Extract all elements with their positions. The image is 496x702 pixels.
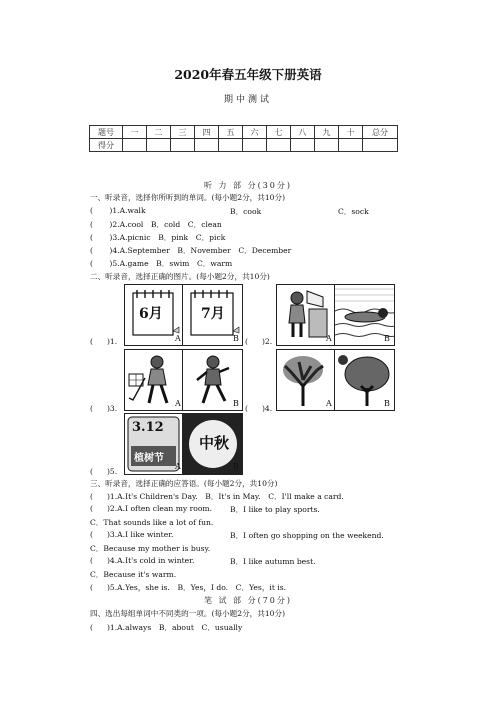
score-header-cell: 五 [219,126,243,139]
answer-paren: ( [90,246,93,255]
festival-name: 植树节 [134,453,164,464]
score-cell[interactable] [363,139,398,152]
question-num: )4. [261,404,273,413]
answer-paren: ( [90,623,93,632]
score-cell[interactable] [147,139,171,152]
question-number [90,404,117,413]
question-line [90,582,286,593]
option-c: C．sock [338,207,369,216]
label-a: A [175,462,181,471]
option-b: B．I often go shopping on the weekend. [230,531,384,540]
answer-paren: ( [90,337,93,346]
section-1-title: 一、听录音，选择你所听到的单词。(每小题2分，共10分) [90,193,286,202]
score-table-score-row [90,139,398,152]
answer-paren: ( [90,530,93,539]
question-text: )3.A.picnic B．pink C．pick [109,233,226,242]
option-b: B．I like autumn best. [230,557,316,566]
answer-paren: ( [245,337,248,346]
question-line [90,219,222,230]
score-cell[interactable] [315,139,339,152]
option-c: C．That sounds like a lot of fun. [90,518,214,527]
question-line [90,556,194,565]
answer-paren: ( [245,404,248,413]
label-a: A [326,399,332,408]
question-num: )3. [106,404,118,413]
question-number [90,467,117,476]
answer-paren: ( [90,233,93,242]
option-a: )2.A.I often clean my room. [106,504,213,513]
question-text: )1.A.It's Children's Day. B．It's in May. C．I'll make a card. [106,492,344,501]
score-cell[interactable] [267,139,291,152]
score-header-cell: 七 [267,126,291,139]
question-number [245,404,272,413]
score-cell[interactable] [291,139,315,152]
question-line [90,206,146,215]
score-cell[interactable] [123,139,147,152]
label-a: A [175,399,181,408]
score-header-cell: 一 [123,126,147,139]
label-b: B [384,334,390,343]
score-table-header-row [90,126,398,139]
writing-section-header: 笔 试 部 分(70分) [203,596,293,605]
question-line [90,258,232,269]
option-b: B．I like to play sports. [230,505,320,514]
score-header-cell: 二 [147,126,171,139]
label-b: B [233,399,239,408]
score-cell[interactable] [219,139,243,152]
label-b: B [233,334,239,343]
answer-paren: ( [90,583,93,592]
option-c: C．Because it's warm. [90,570,177,579]
festival-date: 3.12 [132,420,164,435]
question-line [90,504,212,513]
question-text: )2.A.cool B．cold C．clean [109,220,222,229]
score-header-cell: 十 [339,126,363,139]
score-cell[interactable] [171,139,195,152]
option-c: C．Because my mother is busy. [90,544,211,553]
answer-paren: ( [90,556,93,565]
question-number [90,337,117,346]
answer-paren: ( [90,467,93,476]
question-line [90,232,225,243]
calendar-text: 7月 [201,306,225,322]
question-num: )1. [106,337,118,346]
boy-sweeping-icon [125,350,182,410]
score-header-cell: 六 [243,126,267,139]
score-cell[interactable] [339,139,363,152]
answer-paren: ( [90,404,93,413]
question-num: )2. [261,337,273,346]
section-2-title: 二、听录音，选择正确的图片。(每小题2分，共10分) [90,272,270,281]
score-header-cell: 三 [171,126,195,139]
option-b: B．cook [230,207,262,216]
label-b: B [384,399,390,408]
answer-paren: ( [90,259,93,268]
question-text: )1.A.always B．about C．usually [106,623,243,632]
question-line [90,622,242,633]
label-b: B [233,462,239,471]
option-a: )1.A.walk [109,206,146,215]
question-line [90,245,291,256]
score-header-cell: 八 [291,126,315,139]
question-line [90,530,173,539]
answer-paren: ( [90,206,93,215]
option-a: )4.A.It's cold in winter. [106,556,195,565]
score-table [89,125,398,152]
section-4-title: 四、选出每组单词中不同类的一项。(每小题2分，共10分) [90,609,286,618]
listening-section-header: 听 力 部 分(30分) [203,181,293,190]
answer-paren: ( [90,492,93,501]
score-header-cell: 九 [315,126,339,139]
question-num: )5. [106,467,118,476]
page-title: 2020年春五年级下册英语 [174,67,322,82]
festival-name: 中秋 [199,434,230,452]
question-text: )5.A.game B．swim C．warm [109,259,233,268]
score-cell[interactable] [243,139,267,152]
score-cell[interactable] [195,139,219,152]
score-header-cell: 题号 [90,126,123,139]
label-a: A [326,334,332,343]
section-3-title: 三、听录音，选择正确的应答语。(每小题2分，共10分) [90,479,278,488]
score-header-cell: 总分 [363,126,398,139]
option-a: )3.A.I like winter. [106,530,174,539]
page-subtitle: 期中测试 [223,95,272,105]
question-text: )5.A.Yes，she is. B．Yes，I do. C．Yes，it is. [106,583,287,592]
question-text: )4.A.September B．November C．December [109,246,292,255]
score-header-cell: 四 [195,126,219,139]
score-row-label: 得分 [90,139,123,152]
question-line [90,491,344,502]
label-a: A [175,334,181,343]
calendar-text: 6月 [139,306,163,322]
answer-paren: ( [90,220,93,229]
answer-paren: ( [90,504,93,513]
question-number [245,337,272,346]
